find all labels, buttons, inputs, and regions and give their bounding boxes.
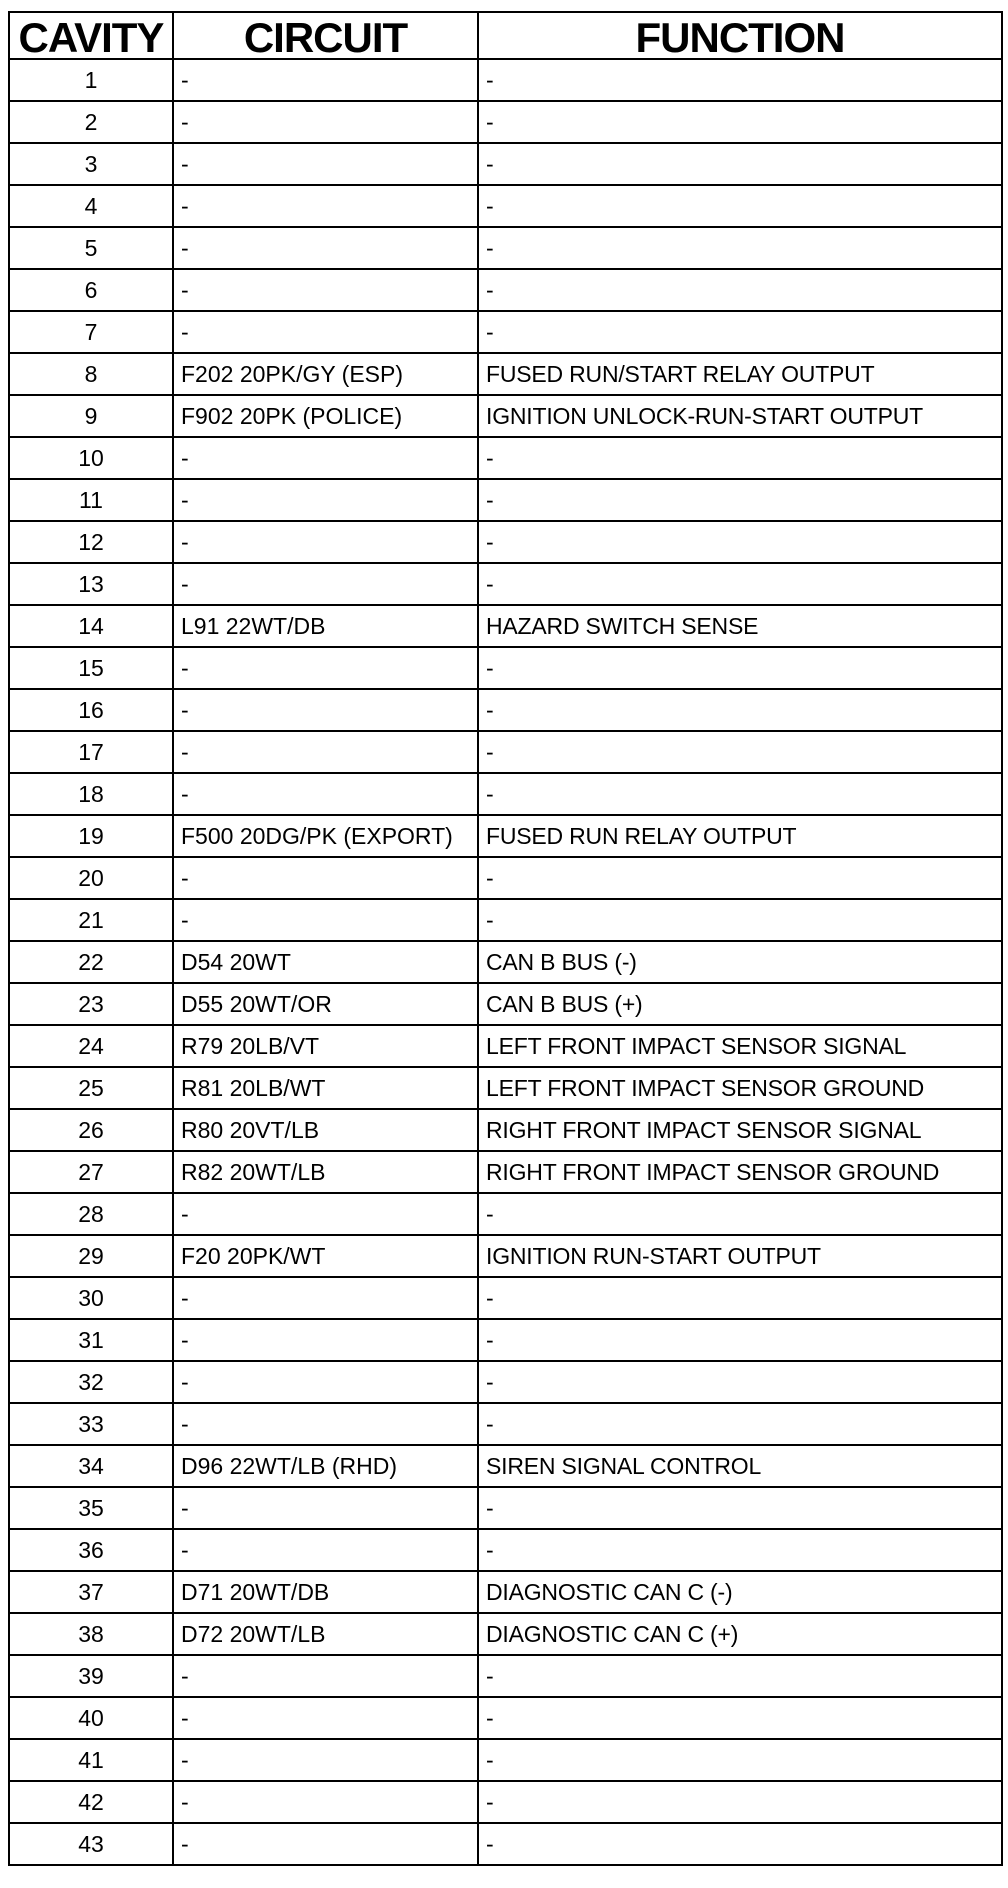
cell-circuit: - — [173, 311, 478, 353]
cell-circuit: - — [173, 647, 478, 689]
cell-circuit: L91 22WT/DB — [173, 605, 478, 647]
cell-cavity: 42 — [9, 1781, 173, 1823]
cell-function: - — [478, 521, 1002, 563]
cell-cavity: 41 — [9, 1739, 173, 1781]
cell-function: - — [478, 1361, 1002, 1403]
cell-function: IGNITION RUN-START OUTPUT — [478, 1235, 1002, 1277]
table-row — [9, 521, 1002, 563]
table-row — [9, 1529, 1002, 1571]
table-row — [9, 185, 1002, 227]
cell-function: - — [478, 563, 1002, 605]
table-row — [9, 1739, 1002, 1781]
cell-cavity: 15 — [9, 647, 173, 689]
cell-circuit: - — [173, 269, 478, 311]
table-row — [9, 1613, 1002, 1655]
cell-function: - — [478, 269, 1002, 311]
table-row — [9, 143, 1002, 185]
cell-function: - — [478, 1823, 1002, 1865]
cell-cavity: 3 — [9, 143, 173, 185]
table-row — [9, 59, 1002, 101]
cell-cavity: 27 — [9, 1151, 173, 1193]
cell-cavity: 6 — [9, 269, 173, 311]
cell-function: - — [478, 899, 1002, 941]
cell-cavity: 23 — [9, 983, 173, 1025]
cell-function: - — [478, 1529, 1002, 1571]
cell-function: RIGHT FRONT IMPACT SENSOR GROUND — [478, 1151, 1002, 1193]
table-row — [9, 563, 1002, 605]
table-row — [9, 1319, 1002, 1361]
cell-cavity: 21 — [9, 899, 173, 941]
cell-cavity: 9 — [9, 395, 173, 437]
table-row — [9, 1571, 1002, 1613]
cell-circuit: - — [173, 1277, 478, 1319]
cell-function: - — [478, 101, 1002, 143]
cell-cavity: 38 — [9, 1613, 173, 1655]
cell-cavity: 43 — [9, 1823, 173, 1865]
cell-function: - — [478, 1487, 1002, 1529]
cell-circuit: - — [173, 143, 478, 185]
cell-cavity: 4 — [9, 185, 173, 227]
cell-circuit: R81 20LB/WT — [173, 1067, 478, 1109]
table-row — [9, 269, 1002, 311]
cell-function: LEFT FRONT IMPACT SENSOR SIGNAL — [478, 1025, 1002, 1067]
cell-circuit: D72 20WT/LB — [173, 1613, 478, 1655]
table-row — [9, 1403, 1002, 1445]
cell-function: - — [478, 311, 1002, 353]
connector-pinout-sheet — [8, 11, 1001, 1875]
table-row — [9, 1445, 1002, 1487]
cell-cavity: 2 — [9, 101, 173, 143]
cell-function: - — [478, 1781, 1002, 1823]
cell-function: - — [478, 1403, 1002, 1445]
table-row — [9, 395, 1002, 437]
table-row — [9, 1487, 1002, 1529]
cell-circuit: - — [173, 563, 478, 605]
table-row — [9, 1277, 1002, 1319]
table-row — [9, 479, 1002, 521]
table-row — [9, 1697, 1002, 1739]
cell-cavity: 39 — [9, 1655, 173, 1697]
cell-cavity: 28 — [9, 1193, 173, 1235]
table-row — [9, 689, 1002, 731]
cell-circuit: - — [173, 101, 478, 143]
cell-function: CAN B BUS (+) — [478, 983, 1002, 1025]
cell-circuit: - — [173, 59, 478, 101]
cell-circuit: - — [173, 689, 478, 731]
cell-circuit: F500 20DG/PK (EXPORT) — [173, 815, 478, 857]
table-row — [9, 1361, 1002, 1403]
cell-cavity: 10 — [9, 437, 173, 479]
cell-circuit: - — [173, 227, 478, 269]
cell-function: - — [478, 143, 1002, 185]
cell-cavity: 8 — [9, 353, 173, 395]
table-row — [9, 1823, 1002, 1865]
cell-circuit: - — [173, 479, 478, 521]
cell-function: - — [478, 59, 1002, 101]
table-row — [9, 1655, 1002, 1697]
cell-cavity: 1 — [9, 59, 173, 101]
cell-circuit: - — [173, 1361, 478, 1403]
cell-circuit: D71 20WT/DB — [173, 1571, 478, 1613]
cell-cavity: 34 — [9, 1445, 173, 1487]
cell-function: - — [478, 1655, 1002, 1697]
cell-cavity: 7 — [9, 311, 173, 353]
table-row — [9, 1025, 1002, 1067]
cell-cavity: 36 — [9, 1529, 173, 1571]
cell-function: - — [478, 1277, 1002, 1319]
cell-cavity: 29 — [9, 1235, 173, 1277]
cell-function: CAN B BUS (-) — [478, 941, 1002, 983]
cell-cavity: 14 — [9, 605, 173, 647]
cell-circuit: - — [173, 1781, 478, 1823]
cell-function: - — [478, 1193, 1002, 1235]
cell-circuit: D96 22WT/LB (RHD) — [173, 1445, 478, 1487]
cell-function: - — [478, 227, 1002, 269]
cell-function: - — [478, 1739, 1002, 1781]
cell-circuit: - — [173, 1193, 478, 1235]
cell-function: FUSED RUN RELAY OUTPUT — [478, 815, 1002, 857]
cell-circuit: - — [173, 731, 478, 773]
cell-circuit: - — [173, 1823, 478, 1865]
cell-circuit: F20 20PK/WT — [173, 1235, 478, 1277]
cell-function: - — [478, 647, 1002, 689]
table-row — [9, 1151, 1002, 1193]
cell-function: FUSED RUN/START RELAY OUTPUT — [478, 353, 1002, 395]
cell-function: - — [478, 773, 1002, 815]
cell-circuit: - — [173, 185, 478, 227]
cell-function: - — [478, 857, 1002, 899]
table-row — [9, 647, 1002, 689]
cell-cavity: 33 — [9, 1403, 173, 1445]
table-row — [9, 227, 1002, 269]
table-row — [9, 353, 1002, 395]
cell-circuit: F902 20PK (POLICE) — [173, 395, 478, 437]
table-row — [9, 101, 1002, 143]
table-row — [9, 1109, 1002, 1151]
cell-cavity: 18 — [9, 773, 173, 815]
cell-cavity: 25 — [9, 1067, 173, 1109]
table-row — [9, 983, 1002, 1025]
cell-circuit: - — [173, 899, 478, 941]
cell-circuit: D55 20WT/OR — [173, 983, 478, 1025]
cell-circuit: R82 20WT/LB — [173, 1151, 478, 1193]
cell-function: DIAGNOSTIC CAN C (-) — [478, 1571, 1002, 1613]
header-function: FUNCTION — [478, 12, 1002, 59]
cell-circuit: - — [173, 1655, 478, 1697]
cell-circuit: - — [173, 1487, 478, 1529]
cell-cavity: 11 — [9, 479, 173, 521]
cell-cavity: 22 — [9, 941, 173, 983]
cell-cavity: 24 — [9, 1025, 173, 1067]
cell-circuit: - — [173, 1403, 478, 1445]
cell-circuit: - — [173, 1319, 478, 1361]
table-row — [9, 1781, 1002, 1823]
cell-circuit: - — [173, 857, 478, 899]
table-row — [9, 773, 1002, 815]
table-row — [9, 731, 1002, 773]
table-row — [9, 1193, 1002, 1235]
cell-function: - — [478, 479, 1002, 521]
cell-cavity: 16 — [9, 689, 173, 731]
cell-function: - — [478, 185, 1002, 227]
cell-function: HAZARD SWITCH SENSE — [478, 605, 1002, 647]
cell-cavity: 32 — [9, 1361, 173, 1403]
cell-function: IGNITION UNLOCK-RUN-START OUTPUT — [478, 395, 1002, 437]
cell-cavity: 17 — [9, 731, 173, 773]
cell-function: - — [478, 1319, 1002, 1361]
cell-cavity: 31 — [9, 1319, 173, 1361]
table-row — [9, 815, 1002, 857]
cell-function: RIGHT FRONT IMPACT SENSOR SIGNAL — [478, 1109, 1002, 1151]
table-row — [9, 605, 1002, 647]
cell-cavity: 40 — [9, 1697, 173, 1739]
cell-cavity: 20 — [9, 857, 173, 899]
header-row — [9, 12, 1002, 59]
table-row — [9, 1067, 1002, 1109]
cell-function: - — [478, 731, 1002, 773]
table-row — [9, 857, 1002, 899]
table-row — [9, 941, 1002, 983]
header-circuit: CIRCUIT — [173, 12, 478, 59]
cell-circuit: R79 20LB/VT — [173, 1025, 478, 1067]
cell-circuit: - — [173, 773, 478, 815]
cell-function: SIREN SIGNAL CONTROL — [478, 1445, 1002, 1487]
cell-circuit: - — [173, 1739, 478, 1781]
cell-cavity: 13 — [9, 563, 173, 605]
cell-circuit: D54 20WT — [173, 941, 478, 983]
cell-cavity: 35 — [9, 1487, 173, 1529]
header-cavity: CAVITY — [9, 12, 173, 59]
cell-cavity: 30 — [9, 1277, 173, 1319]
cavity-table — [8, 11, 1003, 1866]
cell-circuit: F202 20PK/GY (ESP) — [173, 353, 478, 395]
cell-circuit: - — [173, 521, 478, 563]
cell-cavity: 37 — [9, 1571, 173, 1613]
cell-cavity: 12 — [9, 521, 173, 563]
cell-circuit: - — [173, 1697, 478, 1739]
table-body — [9, 59, 1002, 1865]
cell-circuit: - — [173, 437, 478, 479]
cell-function: - — [478, 689, 1002, 731]
cell-cavity: 26 — [9, 1109, 173, 1151]
table-row — [9, 437, 1002, 479]
table-row — [9, 899, 1002, 941]
cell-function: LEFT FRONT IMPACT SENSOR GROUND — [478, 1067, 1002, 1109]
cell-cavity: 19 — [9, 815, 173, 857]
cell-function: - — [478, 1697, 1002, 1739]
cell-cavity: 5 — [9, 227, 173, 269]
table-row — [9, 1235, 1002, 1277]
table-row — [9, 311, 1002, 353]
table-header — [9, 12, 1002, 59]
cell-function: - — [478, 437, 1002, 479]
cell-circuit: R80 20VT/LB — [173, 1109, 478, 1151]
cell-circuit: - — [173, 1529, 478, 1571]
cell-function: DIAGNOSTIC CAN C (+) — [478, 1613, 1002, 1655]
